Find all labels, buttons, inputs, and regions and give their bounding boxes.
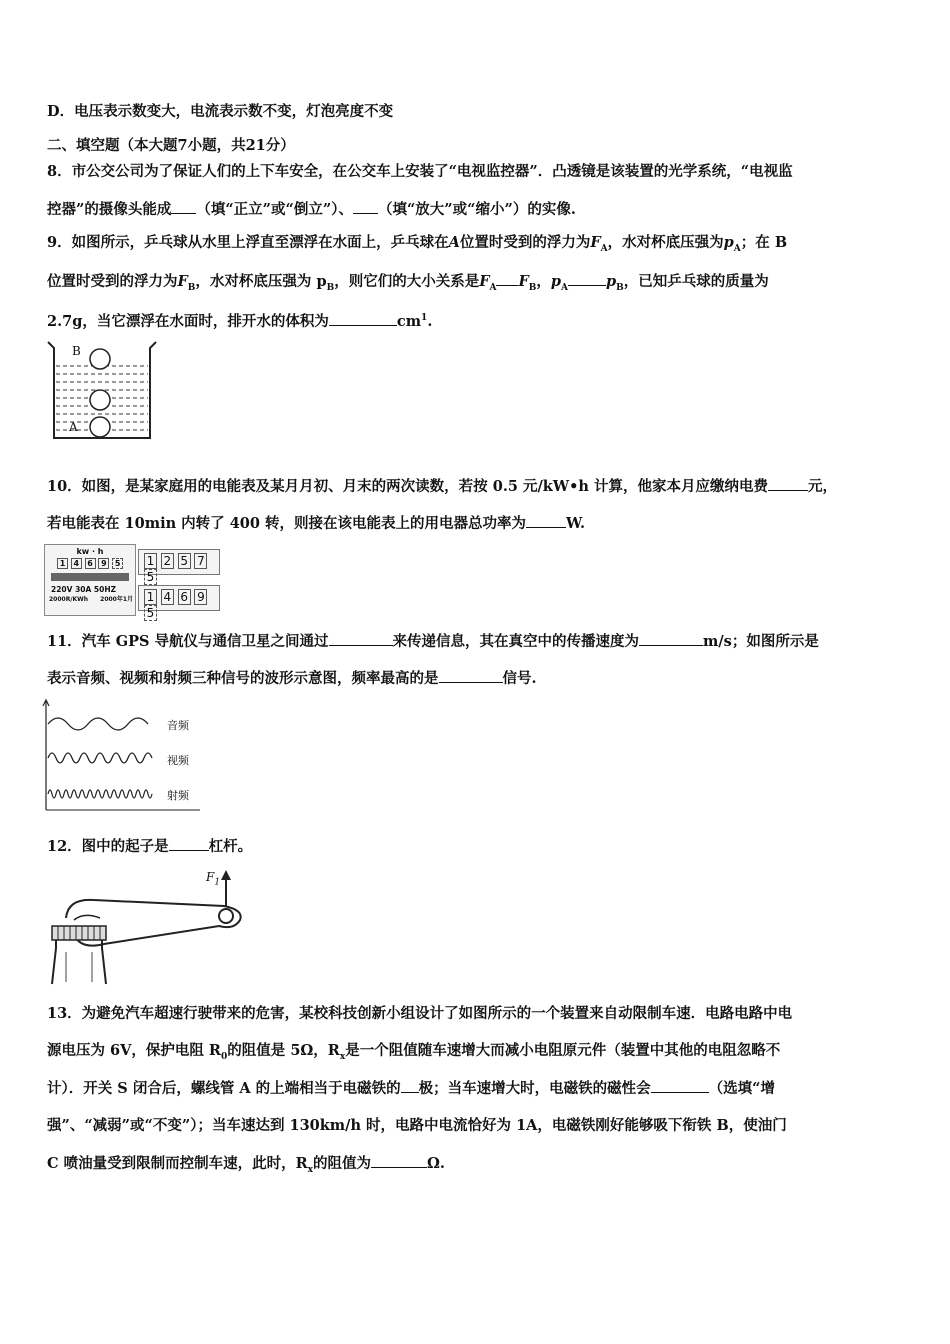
meter-rate-line bbox=[49, 594, 135, 603]
q9-text: ，已知乒乓球的质量为 bbox=[623, 273, 769, 290]
q9-blank-1[interactable] bbox=[496, 271, 518, 286]
reading-start bbox=[138, 549, 220, 584]
q9-sub: A bbox=[733, 243, 741, 254]
q13-line2 bbox=[47, 1041, 780, 1067]
q11-line1 bbox=[47, 631, 819, 652]
q11-text: 信号. bbox=[502, 670, 537, 687]
q13-text: Ω. bbox=[427, 1155, 445, 1172]
bottle-neck-right bbox=[102, 940, 106, 984]
q9-fb: F bbox=[518, 273, 529, 290]
opener-hole bbox=[219, 909, 233, 923]
q13-text: C 喷油量受到限制而控制车速，此时，R bbox=[47, 1155, 308, 1172]
q13-blank-1[interactable] bbox=[401, 1078, 419, 1093]
ball-b bbox=[90, 349, 110, 369]
q10-line1 bbox=[47, 476, 837, 497]
q13-text: 计）．开关 S 闭合后，螺线管 A 的上端相当于电磁铁的 bbox=[47, 1080, 401, 1097]
q9-text: 位置时受到的浮力为 bbox=[459, 234, 591, 251]
q12-blank-1[interactable] bbox=[169, 836, 209, 851]
q9-blank-3[interactable] bbox=[329, 311, 397, 326]
reading-digit: 1 bbox=[144, 553, 157, 569]
q9-line2 bbox=[47, 271, 769, 298]
meter-unit: kw · h bbox=[76, 547, 104, 556]
reading-end bbox=[138, 585, 220, 620]
q13-line3 bbox=[47, 1078, 775, 1099]
option-d: D．电压表示数变大，电流表示数不变，灯泡亮度不变 bbox=[47, 103, 394, 120]
q11-text: 表示音频、视频和射频三种信号的波形示意图，频率最高的是 bbox=[47, 670, 439, 687]
wave-figure bbox=[40, 698, 220, 813]
q13-line4: 强”、“减弱”或“不变”）；当车速达到 130km/h 时，电路中电流恰好为 1A，电磁铁刚好能够吸下衔铁 B，使油门 bbox=[47, 1117, 787, 1134]
force-arrow-icon bbox=[221, 870, 231, 880]
q9-fa: F bbox=[590, 234, 601, 251]
q9-sub: B bbox=[616, 282, 624, 293]
q13-text: 源电压为 6V，保护电阻 R bbox=[47, 1042, 221, 1059]
label-radio: 射频 bbox=[167, 789, 189, 802]
q13-sub: x bbox=[307, 1164, 314, 1175]
q10-line2 bbox=[47, 513, 585, 534]
q11-text: 来传递信息，其在真空中的传播速度为 bbox=[392, 633, 640, 650]
q9-text: ，水对杯底压强为 p bbox=[195, 273, 327, 290]
q9-blank-2[interactable] bbox=[568, 271, 606, 286]
reading-digit: 5 bbox=[144, 605, 157, 621]
q8-text-a: 控器”的摄像头能成 bbox=[47, 201, 172, 218]
meter-date: 2000年1月 bbox=[100, 596, 134, 603]
label-audio: 音频 bbox=[167, 719, 189, 732]
q9-text: cm bbox=[396, 312, 422, 330]
audio-wave bbox=[48, 718, 148, 730]
q12-line1 bbox=[47, 836, 252, 857]
meter-digit: 5 bbox=[112, 558, 123, 569]
meter-digit: 9 bbox=[98, 558, 109, 569]
meter-spec: 220V 30A 50HZ bbox=[51, 585, 117, 594]
meter-rate: 2000R/KWh bbox=[49, 596, 89, 603]
q9-pos-a: A bbox=[448, 234, 460, 251]
q11-blank-1[interactable] bbox=[329, 631, 393, 646]
q9-text: ，水对杯底压强为 bbox=[607, 234, 724, 251]
q12-text: 12．图中的起子是 bbox=[47, 838, 169, 855]
q9-text: 2.7g，当它漂浮在水面时，排开水的体积为 bbox=[47, 312, 329, 330]
reading-digit: 5 bbox=[144, 569, 157, 585]
q8-blank-2[interactable] bbox=[353, 199, 378, 214]
q9-fa: F bbox=[479, 273, 490, 290]
q11-text: m/s；如图所示是 bbox=[703, 633, 819, 650]
q9-text: 位置时受到的浮力为 bbox=[47, 273, 178, 290]
ball-a bbox=[90, 417, 110, 437]
q10-blank-1[interactable] bbox=[768, 476, 808, 491]
q13-text: 的阻值为 bbox=[313, 1155, 372, 1172]
video-wave bbox=[48, 753, 152, 763]
meter-digit: 1 bbox=[57, 558, 68, 569]
meter-digits bbox=[57, 558, 135, 569]
q11-line2 bbox=[47, 668, 537, 689]
q9-text: ；在 B bbox=[740, 234, 788, 251]
force-label bbox=[206, 870, 220, 887]
q8-text-c: （填“放大”或“缩小”）的实像. bbox=[377, 201, 576, 218]
q8-blank-1[interactable] bbox=[171, 199, 196, 214]
q9-sub: B bbox=[326, 282, 335, 293]
q8-line2 bbox=[47, 199, 576, 220]
meter-digit: 6 bbox=[85, 558, 96, 569]
electric-meter bbox=[44, 544, 136, 616]
beaker-figure bbox=[44, 338, 159, 446]
q13-line5 bbox=[47, 1153, 445, 1180]
reading-digit: 6 bbox=[178, 589, 191, 605]
q9-pb: p bbox=[606, 273, 617, 290]
q10-text: 元， bbox=[807, 478, 837, 495]
q9-sub: B bbox=[187, 282, 196, 293]
q9-text: 9．如图所示，乒乓球从水里上浮直至漂浮在水面上，乒乓球在 bbox=[47, 234, 449, 251]
q13-blank-2[interactable] bbox=[651, 1078, 709, 1093]
q13-sub: x bbox=[339, 1051, 346, 1062]
force-letter: F bbox=[206, 870, 215, 884]
radio-wave bbox=[48, 790, 152, 798]
q10-blank-2[interactable] bbox=[526, 513, 566, 528]
q9-sup: 1 bbox=[421, 313, 428, 323]
ball-middle bbox=[90, 390, 110, 410]
section-title: 二、填空题（本大题7小题，共21分） bbox=[47, 137, 295, 154]
bottle-neck-left bbox=[52, 940, 56, 984]
q10-text: 10．如图，是某家庭用的电能表及某月月初、月末的两次读数，若按 0.5 元/kW•h 计算，他家本月应缴纳电费 bbox=[47, 478, 768, 495]
q8-text-b: （填“正立”或“倒立”）、 bbox=[196, 201, 353, 218]
q9-text: ， bbox=[536, 273, 551, 290]
q13-text: 极；当车速增大时，电磁铁的磁性会 bbox=[418, 1080, 651, 1097]
q9-pa: p bbox=[723, 234, 734, 251]
q9-line3 bbox=[47, 308, 432, 332]
q13-text: （选填“增 bbox=[708, 1080, 776, 1097]
q10-text: W. bbox=[566, 515, 586, 532]
q13-blank-3[interactable] bbox=[371, 1153, 427, 1168]
q9-sub: A bbox=[489, 282, 497, 293]
q9-line1 bbox=[47, 233, 787, 259]
meter-digit: 4 bbox=[71, 558, 82, 569]
reading-digit: 7 bbox=[194, 553, 207, 569]
q9-sub: A bbox=[561, 282, 569, 293]
meter-disc bbox=[51, 573, 129, 581]
q13-text: 的阻值是 5Ω，R bbox=[227, 1042, 340, 1059]
label-b: B bbox=[72, 344, 81, 358]
label-video: 视频 bbox=[167, 754, 189, 767]
reading-digit: 5 bbox=[178, 553, 191, 569]
q12-text: 杠杆。 bbox=[208, 838, 253, 855]
reading-digit: 2 bbox=[161, 553, 174, 569]
q9-sub: A bbox=[600, 243, 608, 254]
reading-digit: 9 bbox=[194, 589, 207, 605]
q11-blank-2[interactable] bbox=[639, 631, 703, 646]
q9-sub: B bbox=[528, 282, 537, 293]
q10-text: 若电能表在 10min 内转了 400 转，则接在该电能表上的用电器总功率为 bbox=[47, 515, 527, 532]
q11-blank-3[interactable] bbox=[439, 668, 503, 683]
q9-text: ，则它们的大小关系是 bbox=[334, 273, 480, 290]
q9-pa: p bbox=[550, 273, 562, 290]
q8-line1: 8．市公交公司为了保证人们的上下车安全，在公交车上安装了“电视监控器”．凸透镜是该装置的光学系统，“电视监 bbox=[47, 163, 793, 180]
q11-text: 11．汽车 GPS 导航仪与通信卫星之间通过 bbox=[47, 633, 329, 650]
bottle-cap bbox=[52, 926, 106, 940]
force-subscript: 1 bbox=[214, 877, 221, 888]
q9-fb: F bbox=[177, 273, 188, 290]
q13-sub: 0 bbox=[221, 1051, 228, 1062]
reading-digit: 4 bbox=[161, 589, 174, 605]
q9-text: . bbox=[427, 312, 433, 330]
q13-line1: 13．为避免汽车超速行驶带来的危害，某校科技创新小组设计了如图所示的一个装置来自动限制车速．电路电路中电 bbox=[47, 1005, 793, 1022]
q13-text: 是一个阻值随车速增大而减小电阻原元件（装置中其他的电阻忽略不 bbox=[345, 1042, 781, 1059]
reading-digit: 1 bbox=[144, 589, 157, 605]
label-a: A bbox=[69, 420, 78, 434]
bottle-opener-figure bbox=[44, 868, 254, 986]
